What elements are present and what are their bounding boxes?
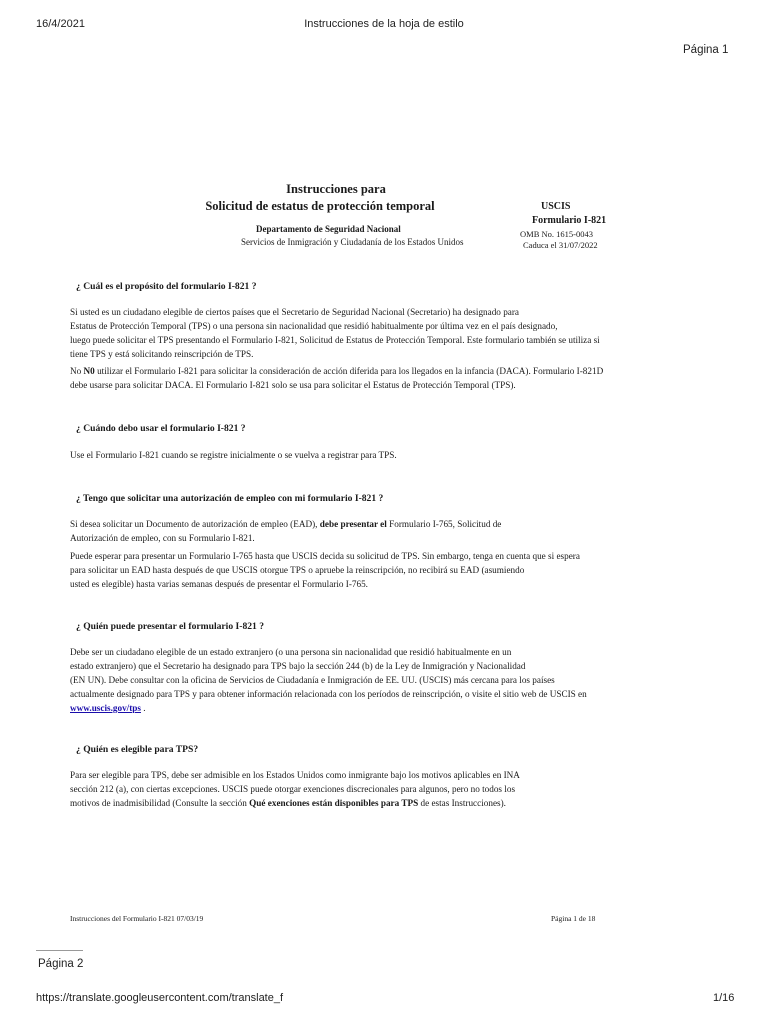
paragraph-eligibility bbox=[70, 768, 520, 810]
doc-title-line1: Instrucciones para bbox=[286, 182, 386, 196]
paragraph-employment-1 bbox=[70, 517, 501, 545]
text-line: debe usarse para solicitar DACA. El Formulario I-821 solo se usa para solicitar el Estatus de Protección Temporal (TPS). bbox=[70, 380, 516, 390]
agency-name: Servicios de Inmigración y Ciudadanía de los Estados Unidos bbox=[241, 237, 464, 247]
paragraph-who-can-file bbox=[70, 645, 587, 715]
paragraph-purpose-1 bbox=[70, 305, 600, 361]
print-date: 16/4/2021 bbox=[36, 18, 85, 30]
text-run: Formulario I-765, Solicitud de bbox=[386, 519, 502, 529]
text-run: . bbox=[140, 703, 146, 713]
section-heading-who-can-file: ¿ Quién puede presentar el formulario I-821 ? bbox=[76, 621, 265, 632]
text-line: luego puede solicitar el TPS presentando el Formulario I-821, Solicitud de Estatus de Protección Temporal. Este formulario también se utiliza si bbox=[70, 335, 600, 345]
text-run: Si desea solicitar un Documento de autorización de empleo (EAD), bbox=[70, 519, 320, 529]
text-line bbox=[70, 364, 603, 378]
page-divider bbox=[36, 950, 83, 951]
text-line: tiene TPS y está solicitando reinscripción de TPS. bbox=[70, 349, 254, 359]
bold-text: debe presentar el bbox=[319, 519, 387, 529]
text-line bbox=[70, 701, 587, 715]
paragraph-purpose-2 bbox=[70, 364, 603, 392]
print-page-count: 1/16 bbox=[713, 992, 735, 1004]
page-label-2: Página 2 bbox=[38, 958, 84, 970]
text-line: sección 212 (a), con ciertas excepciones. USCIS puede otorgar exenciones discrecionales para algunos, pero no todos los bbox=[70, 784, 516, 794]
uscis-tps-link[interactable]: www.uscis.gov/tps bbox=[70, 703, 141, 713]
bold-text: Qué exenciones están disponibles para TPS bbox=[249, 798, 419, 808]
paragraph-employment-2 bbox=[70, 549, 580, 591]
text-run: motivos de inadmisibilidad (Consulte la sección bbox=[70, 798, 250, 808]
expiration-date: Caduca el 31/07/2022 bbox=[523, 240, 598, 250]
doc-footer-page: Página 1 de 18 bbox=[551, 914, 596, 923]
department-name: Departamento de Seguridad Nacional bbox=[256, 224, 401, 234]
uscis-label: USCIS bbox=[541, 201, 571, 212]
print-title: Instrucciones de la hoja de estilo bbox=[304, 18, 464, 30]
text-line: actualmente designado para TPS y para obtener información relacionada con los períodos de reinscripción, o visite el sitio web de USCIS en bbox=[70, 689, 587, 699]
text-run: No bbox=[70, 366, 84, 376]
text-line: Si usted es un ciudadano elegible de ciertos países que el Secretario de Seguridad Nacional (Secretario) ha designado para bbox=[70, 307, 519, 317]
print-url: https://translate.googleusercontent.com/translate_f bbox=[36, 992, 284, 1004]
bold-text: N0 bbox=[83, 366, 95, 376]
text-line: usted es elegible) hasta varias semanas después de presentar el Formulario I-765. bbox=[70, 579, 368, 589]
text-line: estado extranjero) que el Secretario ha designado para TPS bajo la sección 244 (b) de la Ley de Inmigración y Nacionalidad bbox=[70, 661, 526, 671]
page-label-1: Página 1 bbox=[683, 44, 729, 56]
form-number: Formulario I-821 bbox=[532, 215, 607, 226]
text-line: Autorización de empleo, con su Formulario I-821. bbox=[70, 533, 255, 543]
section-heading-eligibility: ¿ Quién es elegible para TPS? bbox=[76, 744, 199, 755]
section-heading-when: ¿ Cuándo debo usar el formulario I-821 ? bbox=[76, 423, 246, 434]
text-run: utilizar el Formulario I-821 para solicitar la consideración de acción diferida para los llegados en la infancia (DACA). Formulario I-821D bbox=[94, 366, 604, 376]
section-heading-employment: ¿ Tengo que solicitar una autorización de empleo con mi formulario I-821 ? bbox=[76, 493, 384, 504]
doc-footer-left: Instrucciones del Formulario I-821 07/03/19 bbox=[70, 914, 204, 923]
paragraph-when: Use el Formulario I-821 cuando se registre inicialmente o se vuelva a registrar para TPS. bbox=[70, 450, 397, 460]
doc-title-line2: Solicitud de estatus de protección temporal bbox=[205, 199, 435, 213]
text-line bbox=[70, 796, 520, 810]
text-line: (EN UN). Debe consultar con la oficina de Servicios de Ciudadanía e Inmigración de EE. UU. (USCIS) más cercana para los países bbox=[70, 675, 555, 685]
text-line: Estatus de Protección Temporal (TPS) o una persona sin nacionalidad que residió habitualmente por última vez en el país designado, bbox=[70, 321, 558, 331]
text-line: para solicitar un EAD hasta después de que USCIS otorgue TPS o apruebe la reinscripción, no recibirá su EAD (asumiendo bbox=[70, 565, 525, 575]
section-heading-purpose: ¿ Cuál es el propósito del formulario I-821 ? bbox=[76, 281, 257, 292]
text-line: Puede esperar para presentar un Formulario I-765 hasta que USCIS decida su solicitud de TPS. Sin embargo, tenga en cuenta que si espera bbox=[70, 551, 580, 561]
text-line: Para ser elegible para TPS, debe ser admisible en los Estados Unidos como inmigrante bajo los motivos aplicables en INA bbox=[70, 770, 520, 780]
text-line bbox=[70, 517, 501, 531]
text-run: de estas Instrucciones). bbox=[418, 798, 506, 808]
text-line: Debe ser un ciudadano elegible de un estado extranjero (o una persona sin nacionalidad que residió habitualmente en un bbox=[70, 647, 512, 657]
omb-number: OMB No. 1615-0043 bbox=[520, 229, 593, 239]
